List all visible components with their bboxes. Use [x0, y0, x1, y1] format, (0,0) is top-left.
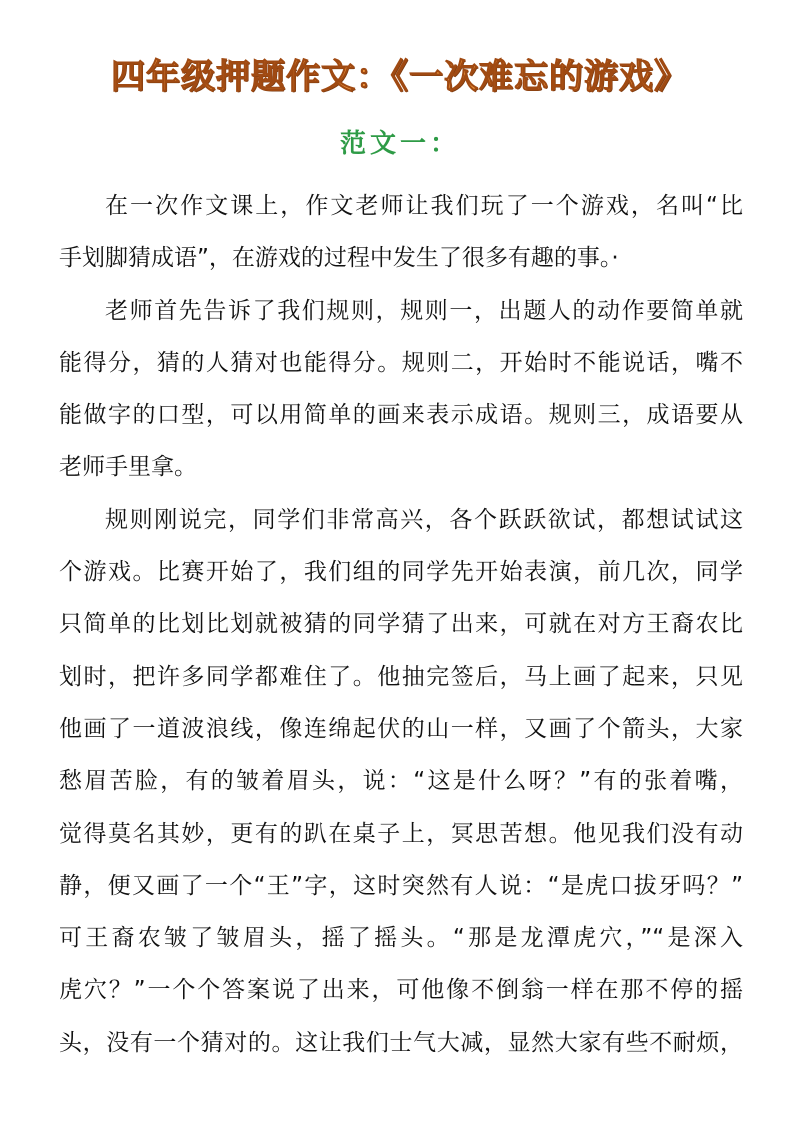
text-line: 能做字的口型，可以用简单的画来表示成语。规则三，成语要从	[59, 402, 743, 429]
text-line: 只简单的比划比划就被猜的同学猜了出来，可就在对方王裔农比	[59, 611, 743, 638]
text-line: 愁眉苦脸，有的皱着眉头，说：“这是什么呀？”有的张着嘴，	[59, 768, 743, 795]
text-line: 在一次作文课上，作文老师让我们玩了一个游戏，名叫“比	[105, 193, 743, 219]
text-line: 规则刚说完，同学们非常高兴，各个跃跃欲试，都想试试这	[105, 506, 743, 533]
page-title: 四年级押题作文：《一次难忘的游戏》	[111, 57, 689, 97]
text-line: 老师首先告诉了我们规则，规则一，出题人的动作要简单就	[105, 297, 743, 324]
text-line: 老师手里拿。	[59, 454, 197, 481]
text-line: 划时，把许多同学都难住了。他抽完签后，马上画了起来，只见	[59, 663, 743, 690]
text-line: 觉得莫名其妙，更有的趴在桌子上，冥思苦想。他见我们没有动	[59, 820, 743, 847]
text-line: 他画了一道波浪线，像连绵起伏的山一样，又画了个箭头，大家	[59, 715, 743, 742]
text-line: 手划脚猜成语”，在游戏的过程中发生了很多有趣的事。·	[59, 245, 619, 272]
essay-body	[59, 180, 743, 1069]
text-line: 个游戏。比赛开始了，我们组的同学先开始表演，前几次，同学	[59, 559, 743, 586]
text-line: 可王裔农皱了皱眉头，摇了摇头。“那是龙潭虎穴，”“是深入	[59, 925, 743, 952]
section-heading: 范文一：	[339, 129, 460, 159]
text-line: 头，没有一个猜对的。这让我们士气大减，显然大家有些不耐烦，	[59, 1029, 743, 1056]
text-line: 能得分，猜的人猜对也能得分。规则二，开始时不能说话，嘴不	[59, 349, 743, 376]
text-line: 静，便又画了一个“王”字，这时突然有人说：“是虎口拔牙吗？”	[59, 872, 743, 899]
text-line: 虎穴？”一个个答案说了出来，可他像不倒翁一样在那不停的摇	[59, 977, 743, 1004]
